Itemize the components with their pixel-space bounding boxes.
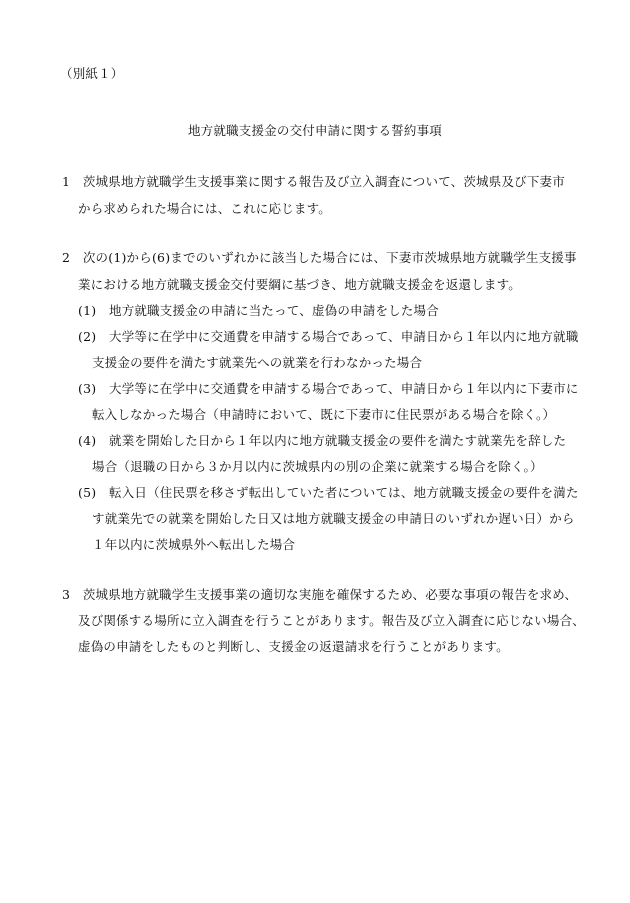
section-3-line: 3 茨城県地方就職学生支援事業の適切な実施を確保するため、必要な事項の報告を求め、: [62, 587, 578, 602]
section-2-line: 2 次の(1)から(6)までのいずれかに該当した場合には、下妻市茨城県地方就職学生支援事: [62, 250, 577, 265]
list-item-line: １年以内に茨城県外へ転出した場合: [92, 537, 296, 552]
section-1-line: 1 茨城県地方就職学生支援事業に関する報告及び立入調査について、茨城県及び下妻市: [62, 174, 565, 189]
section-3-line: 及び関係する場所に立入調査を行うことがあります。報告及び立入調査に応じない場合、: [78, 613, 586, 628]
attachment-label: （別紙１）: [60, 66, 124, 81]
list-item-line: (4) 就業を開始した日から１年以内に地方就職支援金の要件を満たす就業先を辞した: [78, 433, 567, 448]
list-item-line: (3) 大学等に在学中に交通費を申請する場合であって、申請日から１年以内に下妻市に: [78, 381, 579, 396]
list-item-line: (2) 大学等に在学中に交通費を申請する場合であって、申請日から１年以内に地方就職: [78, 329, 579, 344]
list-item-line: 場合（退職の日から３か月以内に茨城県内の別の企業に就業する場合を除く。）: [92, 459, 543, 474]
list-item-line: す就業先での就業を開始した日又は地方就職支援金の申請日のいずれか遅い日）から: [92, 511, 575, 526]
document-title: 地方就職支援金の交付申請に関する誓約事項: [187, 123, 442, 138]
section-1-line: から求められた場合には、これに応じます。: [78, 201, 332, 216]
list-item-line: (1) 地方就職支援金の申請に当たって、虚偽の申請をした場合: [78, 303, 439, 318]
list-item-line: 支援金の要件を満たす就業先への就業を行わなかった場合: [92, 355, 423, 370]
section-3-line: 虚偽の申請をしたものと判断し、支援金の返還請求を行うことがあります。: [78, 639, 509, 654]
list-item-line: 転入しなかった場合（申請時において、既に下妻市に住民票がある場合を除く。）: [92, 407, 556, 422]
list-item-line: (5) 転入日（住民票を移さず転出していた者については、地方就職支援金の要件を満た: [78, 485, 579, 500]
section-2-line: 業における地方就職支援金交付要綱に基づき、地方就職支援金を返還します。: [78, 277, 522, 292]
